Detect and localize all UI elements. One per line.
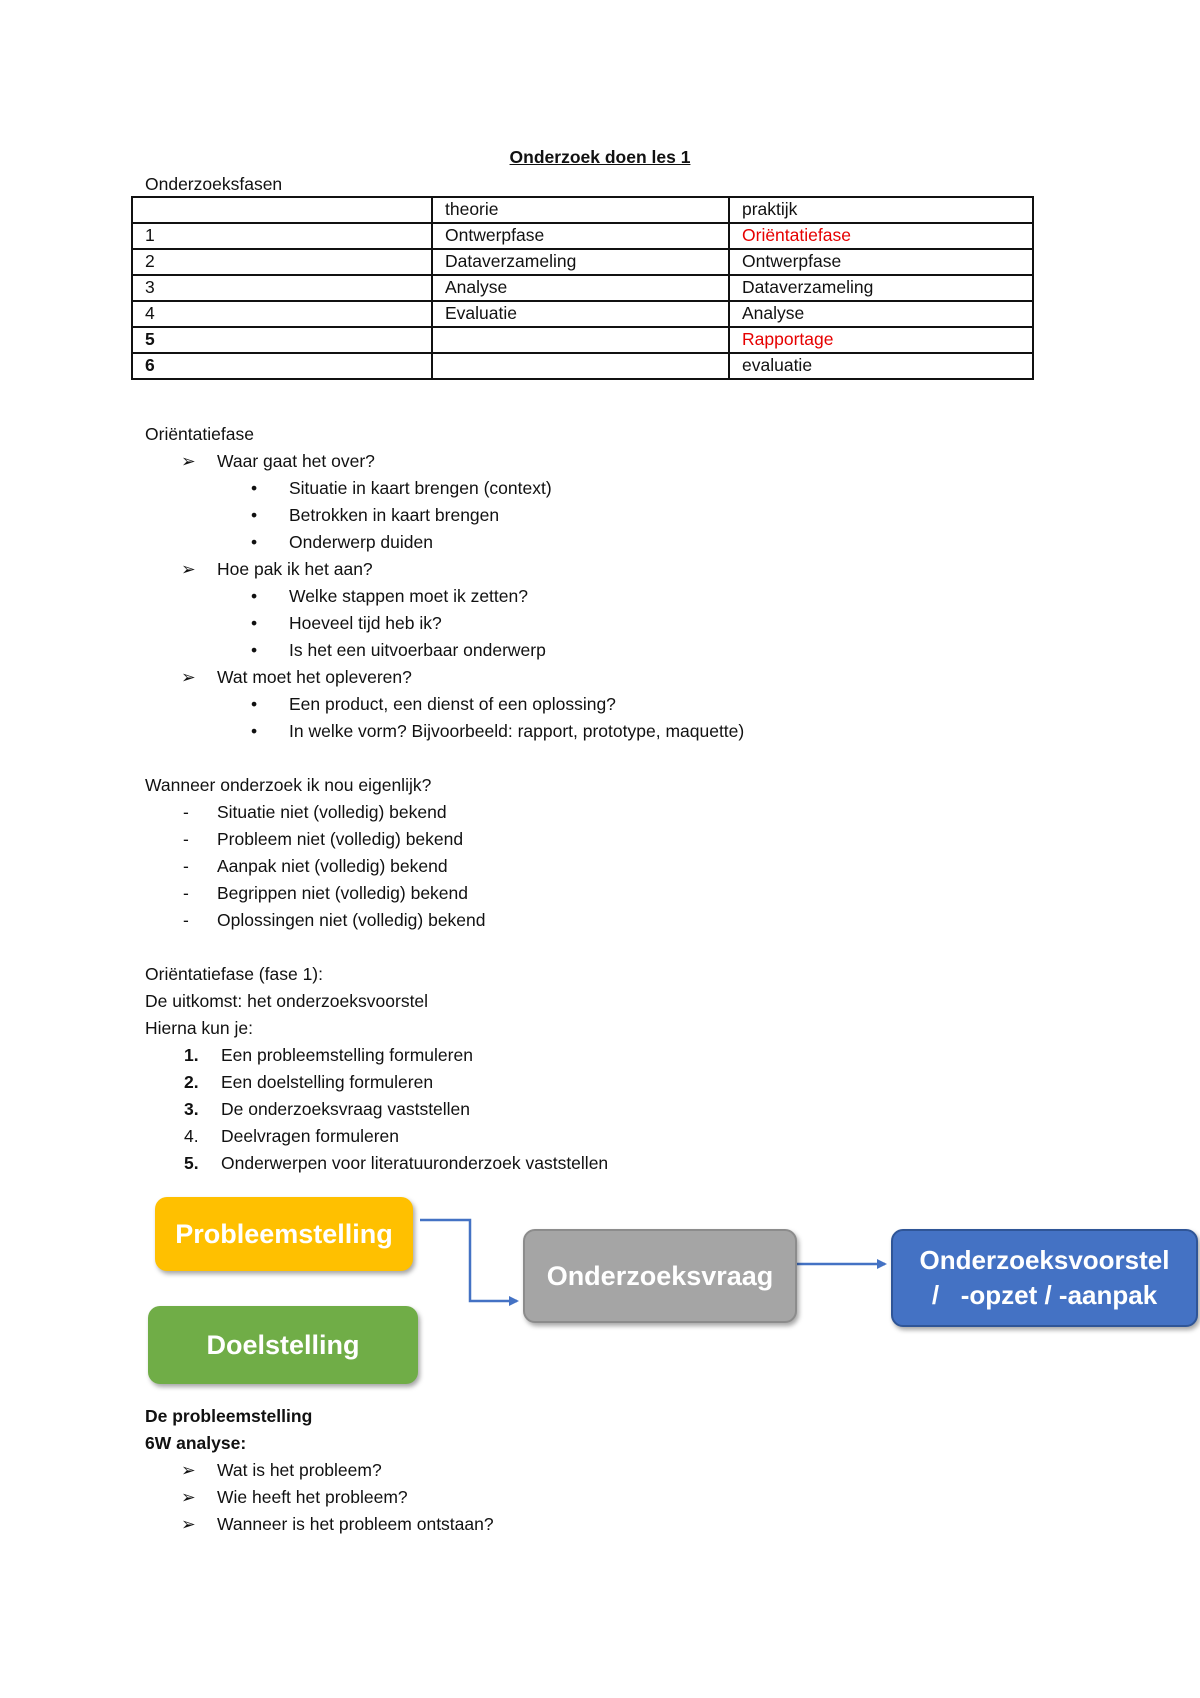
list-item: Hoeveel tijd heb ik? (289, 613, 442, 633)
section-heading-probleemstelling: De probleemstelling (145, 1406, 313, 1426)
list-item: Oplossingen niet (volledig) bekend (217, 910, 486, 930)
list-item: Is het een uitvoerbaar onderwerp (289, 640, 546, 660)
table-cell-praktijk: Dataverzameling (729, 275, 1033, 301)
list-item: Een doelstelling formuleren (221, 1072, 434, 1092)
voorstel-line1: Onderzoeksvoorstel (919, 1244, 1170, 1275)
table-cell-theorie: Dataverzameling (432, 249, 729, 275)
list-item: Deelvragen formuleren (221, 1126, 400, 1146)
table-header-cell: theorie (432, 197, 729, 223)
dash-bullet-icon: - (183, 883, 189, 903)
arrow-bullet-icon: ➢ (181, 667, 196, 687)
section-heading-wanneer: Wanneer onderzoek ik nou eigenlijk? (145, 775, 432, 795)
hierna-text: Hierna kun je: (145, 1018, 253, 1038)
table-cell-nr: 4 (132, 301, 432, 327)
arrow-bullet-icon: ➢ (181, 1487, 196, 1507)
dot-bullet-icon: • (251, 613, 258, 633)
dot-bullet-icon: • (251, 532, 258, 552)
arrow-probleem-to-vraag (420, 1220, 517, 1301)
arrow-bullet-icon: ➢ (181, 559, 196, 579)
voorstel-line2: / -opzet / -aanpak (931, 1280, 1158, 1310)
list-item: Wie heeft het probleem? (217, 1487, 408, 1507)
dot-bullet-icon: • (251, 694, 258, 714)
list-item: Welke stappen moet ik zetten? (289, 586, 528, 606)
step-number: 5. (184, 1153, 199, 1173)
table-cell-theorie: Evaluatie (432, 301, 729, 327)
table-cell-nr: 2 (132, 249, 432, 275)
list-item: Een product, een dienst of een oplossing? (289, 694, 616, 714)
table-header-cell: praktijk (729, 197, 1033, 223)
list-item: Waar gaat het over? (217, 451, 375, 471)
probleemstelling-box: Probleemstelling (155, 1197, 413, 1271)
table-cell-praktijk: Ontwerpfase (729, 249, 1033, 275)
list-item: Wat moet het opleveren? (217, 667, 412, 687)
dash-bullet-icon: - (183, 910, 189, 930)
table-cell-nr: 3 (132, 275, 432, 301)
list-item: Onderwerp duiden (289, 532, 433, 552)
list-item: Wanneer is het probleem ontstaan? (217, 1514, 494, 1534)
uitkomst-text: De uitkomst: het onderzoeksvoorstel (145, 991, 429, 1011)
dash-bullet-icon: - (183, 856, 189, 876)
step-number: 1. (184, 1045, 199, 1065)
table-cell-theorie: Ontwerpfase (432, 223, 729, 249)
subheading-6w: 6W analyse: (145, 1433, 247, 1453)
doelstelling-box: Doelstelling (148, 1306, 418, 1384)
list-item: Probleem niet (volledig) bekend (217, 829, 464, 849)
onderzoeksvraag-label: Onderzoeksvraag (546, 1260, 774, 1291)
table-label: Onderzoeksfasen (145, 174, 283, 194)
onderzoeksvraag-box (523, 1229, 797, 1323)
dot-bullet-icon: • (251, 640, 258, 660)
list-item: Situatie niet (volledig) bekend (217, 802, 447, 822)
table-cell-theorie: Analyse (432, 275, 729, 301)
dot-bullet-icon: • (251, 721, 258, 741)
list-item: De onderzoeksvraag vaststellen (221, 1099, 471, 1119)
step-number: 2. (184, 1072, 199, 1092)
step-number: 4. (184, 1126, 199, 1146)
table-cell-nr: 1 (132, 223, 432, 249)
list-item: Wat is het probleem? (217, 1460, 382, 1480)
list-item: Situatie in kaart brengen (context) (289, 478, 552, 498)
dot-bullet-icon: • (251, 478, 258, 498)
arrow-bullet-icon: ➢ (181, 1460, 196, 1480)
list-item: Aanpak niet (volledig) bekend (217, 856, 448, 876)
dot-bullet-icon: • (251, 505, 258, 525)
section-heading-fase1: Oriëntatiefase (fase 1): (145, 964, 323, 984)
list-item: Een probleemstelling formuleren (221, 1045, 473, 1065)
table-cell-praktijk: Rapportage (729, 327, 1033, 353)
table-cell-praktijk: evaluatie (729, 353, 1033, 379)
onderzoeksvoorstel-box (891, 1229, 1198, 1327)
step-number: 3. (184, 1099, 199, 1119)
dot-bullet-icon: • (251, 586, 258, 606)
table-cell-praktijk: Oriëntatiefase (729, 223, 1033, 249)
dash-bullet-icon: - (183, 829, 189, 849)
list-item: Onderwerpen voor literatuuronderzoek vaststellen (221, 1153, 609, 1173)
list-item: Hoe pak ik het aan? (217, 559, 373, 579)
arrow-bullet-icon: ➢ (181, 451, 196, 471)
table-cell-nr: 5 (132, 327, 432, 353)
arrow-bullet-icon: ➢ (181, 1514, 196, 1534)
table-cell-praktijk: Analyse (729, 301, 1033, 327)
page-title: Onderzoek doen les 1 (509, 147, 691, 167)
table-cell-nr: 6 (132, 353, 432, 379)
list-item: In welke vorm? Bijvoorbeeld: rapport, prototype, maquette) (289, 721, 745, 741)
list-item: Begrippen niet (volledig) bekend (217, 883, 468, 903)
section-heading-orientatie: Oriëntatiefase (145, 424, 254, 444)
list-item: Betrokken in kaart brengen (289, 505, 500, 525)
dash-bullet-icon: - (183, 802, 189, 822)
